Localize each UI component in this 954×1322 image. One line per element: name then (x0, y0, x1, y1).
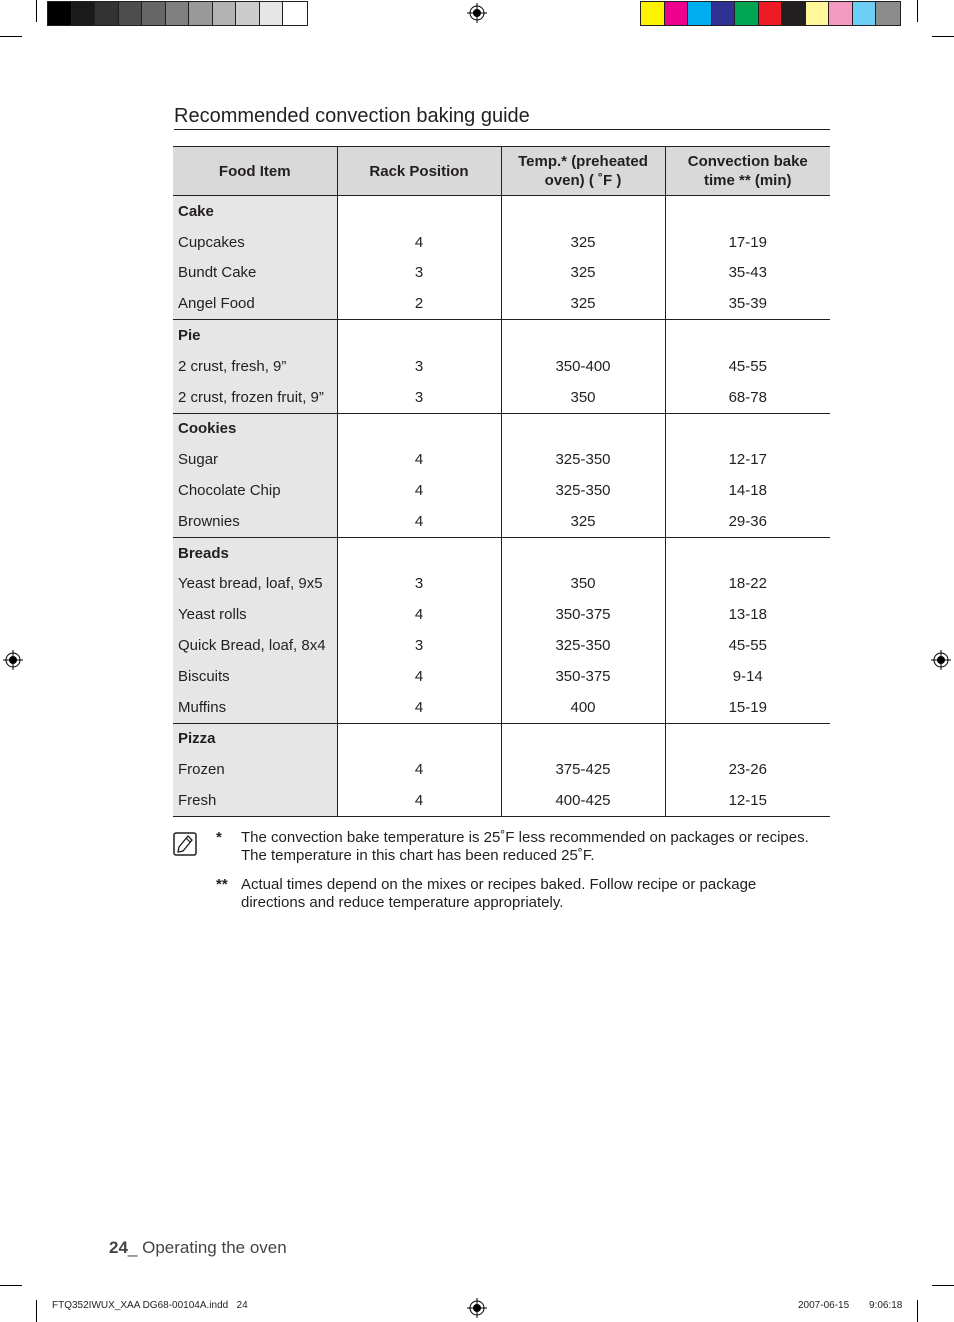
table-row (173, 288, 830, 319)
temperature-cell: 400 (501, 692, 665, 723)
food-item-cell: Angel Food (173, 288, 337, 319)
bake-time-cell: 12-15 (665, 785, 830, 816)
bake-time-cell: 23-26 (665, 754, 830, 785)
color-swatch (712, 2, 736, 25)
section-name: _ Operating the oven (127, 1238, 287, 1257)
rack-position-cell: 4 (337, 785, 501, 816)
color-swatch (213, 2, 237, 25)
table-row (173, 692, 830, 723)
food-item-cell: Muffins (173, 692, 337, 723)
category-name: Cookies (173, 413, 337, 444)
bake-time-cell: 68-78 (665, 382, 830, 413)
bake-time-cell: 45-55 (665, 630, 830, 661)
empty-cell (501, 723, 665, 754)
food-item-cell: Yeast rolls (173, 599, 337, 630)
food-item-cell: Fresh (173, 785, 337, 816)
empty-cell (337, 723, 501, 754)
bake-time-cell: 18-22 (665, 569, 830, 600)
crop-mark (0, 1285, 22, 1286)
rack-position-cell: 4 (337, 754, 501, 785)
color-swatch (688, 2, 712, 25)
rack-position-cell: 4 (337, 227, 501, 258)
temperature-cell: 325-350 (501, 630, 665, 661)
table-row (173, 258, 830, 289)
registration-mark-icon (931, 650, 951, 670)
rack-position-cell: 4 (337, 475, 501, 506)
registration-mark-icon (3, 650, 23, 670)
header-temperature: Temp.* (preheated oven) ( ˚F ) (501, 147, 665, 196)
color-swatch (260, 2, 284, 25)
empty-cell (665, 196, 830, 227)
color-swatch (283, 2, 307, 25)
color-swatch (72, 2, 96, 25)
rack-position-cell: 4 (337, 599, 501, 630)
rack-position-cell: 3 (337, 382, 501, 413)
category-row (173, 537, 830, 568)
header-bake-time: Convection bake time ** (min) (665, 147, 830, 196)
note-pencil-icon (173, 832, 197, 856)
bake-time-cell: 29-36 (665, 506, 830, 537)
color-swatch (189, 2, 213, 25)
color-swatch (641, 2, 665, 25)
table-row (173, 227, 830, 258)
header-rack-position: Rack Position (337, 147, 501, 196)
color-swatch (759, 2, 783, 25)
empty-cell (665, 413, 830, 444)
page-title: Recommended convection baking guide (174, 104, 830, 130)
bake-time-cell: 14-18 (665, 475, 830, 506)
color-swatch (806, 2, 830, 25)
temperature-cell: 325-350 (501, 444, 665, 475)
table-row (173, 475, 830, 506)
empty-cell (501, 537, 665, 568)
color-swatch (735, 2, 759, 25)
category-row (173, 196, 830, 227)
color-swatch (166, 2, 190, 25)
color-swatch (665, 2, 689, 25)
color-swatch (95, 2, 119, 25)
category-name: Cake (173, 196, 337, 227)
color-swatch-bar (640, 1, 901, 26)
page-footer (109, 1238, 287, 1258)
crop-mark (917, 0, 918, 22)
category-name: Pie (173, 320, 337, 351)
temperature-cell: 325 (501, 227, 665, 258)
temperature-cell: 325 (501, 288, 665, 319)
bake-time-cell: 15-19 (665, 692, 830, 723)
bake-time-cell: 12-17 (665, 444, 830, 475)
temperature-cell: 350-400 (501, 351, 665, 382)
table-row (173, 630, 830, 661)
registration-mark-icon (467, 3, 487, 23)
slug-file: FTQ352IWUX_XAA DG68-00104A.indd 24 (52, 1300, 248, 1311)
color-swatch (829, 2, 853, 25)
table-row (173, 506, 830, 537)
category-row (173, 320, 830, 351)
registration-mark-icon (467, 1298, 487, 1318)
header-food-item: Food Item (173, 147, 337, 196)
note-text-line: Actual times depend on the mixes or recipes baked. Follow recipe or package (241, 876, 757, 893)
food-item-cell: Sugar (173, 444, 337, 475)
rack-position-cell: 4 (337, 661, 501, 692)
temperature-cell: 400-425 (501, 785, 665, 816)
food-item-cell: 2 crust, fresh, 9” (173, 351, 337, 382)
empty-cell (501, 320, 665, 351)
empty-cell (337, 537, 501, 568)
food-item-cell: Frozen (173, 754, 337, 785)
note-marker: * (216, 829, 222, 846)
color-swatch (119, 2, 143, 25)
empty-cell (337, 413, 501, 444)
temperature-cell: 325 (501, 258, 665, 289)
temperature-cell: 375-425 (501, 754, 665, 785)
table-header-row (173, 147, 830, 196)
rack-position-cell: 3 (337, 569, 501, 600)
food-item-cell: Quick Bread, loaf, 8x4 (173, 630, 337, 661)
table-row (173, 785, 830, 816)
color-swatch (48, 2, 72, 25)
empty-cell (665, 320, 830, 351)
temperature-cell: 350 (501, 569, 665, 600)
note-text-line: The convection bake temperature is 25˚F less recommended on packages or recipes. (241, 829, 809, 846)
bake-time-cell: 13-18 (665, 599, 830, 630)
category-row (173, 723, 830, 754)
empty-cell (665, 537, 830, 568)
note-marker: ** (216, 876, 228, 893)
temperature-cell: 325-350 (501, 475, 665, 506)
color-swatch (853, 2, 877, 25)
empty-cell (665, 723, 830, 754)
food-item-cell: 2 crust, frozen fruit, 9” (173, 382, 337, 413)
gray-swatch-bar (47, 1, 308, 26)
crop-mark (36, 0, 37, 22)
temperature-cell: 350 (501, 382, 665, 413)
food-item-cell: Bundt Cake (173, 258, 337, 289)
empty-cell (337, 196, 501, 227)
slug-date: 2007-06-15 (798, 1300, 850, 1311)
table-row (173, 661, 830, 692)
rack-position-cell: 3 (337, 258, 501, 289)
category-row (173, 413, 830, 444)
table-row (173, 351, 830, 382)
rack-position-cell: 3 (337, 351, 501, 382)
page-number: 24 (109, 1238, 128, 1257)
color-swatch (782, 2, 806, 25)
rack-position-cell: 2 (337, 288, 501, 319)
color-swatch (876, 2, 900, 25)
bake-time-cell: 35-39 (665, 288, 830, 319)
food-item-cell: Yeast bread, loaf, 9x5 (173, 569, 337, 600)
baking-guide-table (173, 146, 830, 817)
note-text-line: The temperature in this chart has been reduced 25˚F. (241, 847, 595, 864)
category-name: Breads (173, 537, 337, 568)
rack-position-cell: 4 (337, 692, 501, 723)
food-item-cell: Biscuits (173, 661, 337, 692)
rack-position-cell: 4 (337, 444, 501, 475)
bake-time-cell: 45-55 (665, 351, 830, 382)
food-item-cell: Cupcakes (173, 227, 337, 258)
table-row (173, 569, 830, 600)
crop-mark (932, 36, 954, 37)
slug-time: 9:06:18 (869, 1300, 903, 1311)
temperature-cell: 350-375 (501, 599, 665, 630)
food-item-cell: Brownies (173, 506, 337, 537)
crop-mark (0, 36, 22, 37)
crop-mark (932, 1285, 954, 1286)
table-row (173, 444, 830, 475)
empty-cell (501, 413, 665, 444)
crop-mark (917, 1300, 918, 1322)
temperature-cell: 325 (501, 506, 665, 537)
crop-mark (36, 1300, 37, 1322)
bake-time-cell: 17-19 (665, 227, 830, 258)
note-text (241, 829, 831, 865)
rack-position-cell: 4 (337, 506, 501, 537)
table-row (173, 754, 830, 785)
bake-time-cell: 35-43 (665, 258, 830, 289)
category-name: Pizza (173, 723, 337, 754)
temperature-cell: 350-375 (501, 661, 665, 692)
table-row (173, 599, 830, 630)
bake-time-cell: 9-14 (665, 661, 830, 692)
note-text-line: directions and reduce temperature appropriately. (241, 894, 564, 911)
table-row (173, 382, 830, 413)
empty-cell (337, 320, 501, 351)
color-swatch (142, 2, 166, 25)
food-item-cell: Chocolate Chip (173, 475, 337, 506)
rack-position-cell: 3 (337, 630, 501, 661)
color-swatch (236, 2, 260, 25)
note-text (241, 876, 831, 912)
empty-cell (501, 196, 665, 227)
